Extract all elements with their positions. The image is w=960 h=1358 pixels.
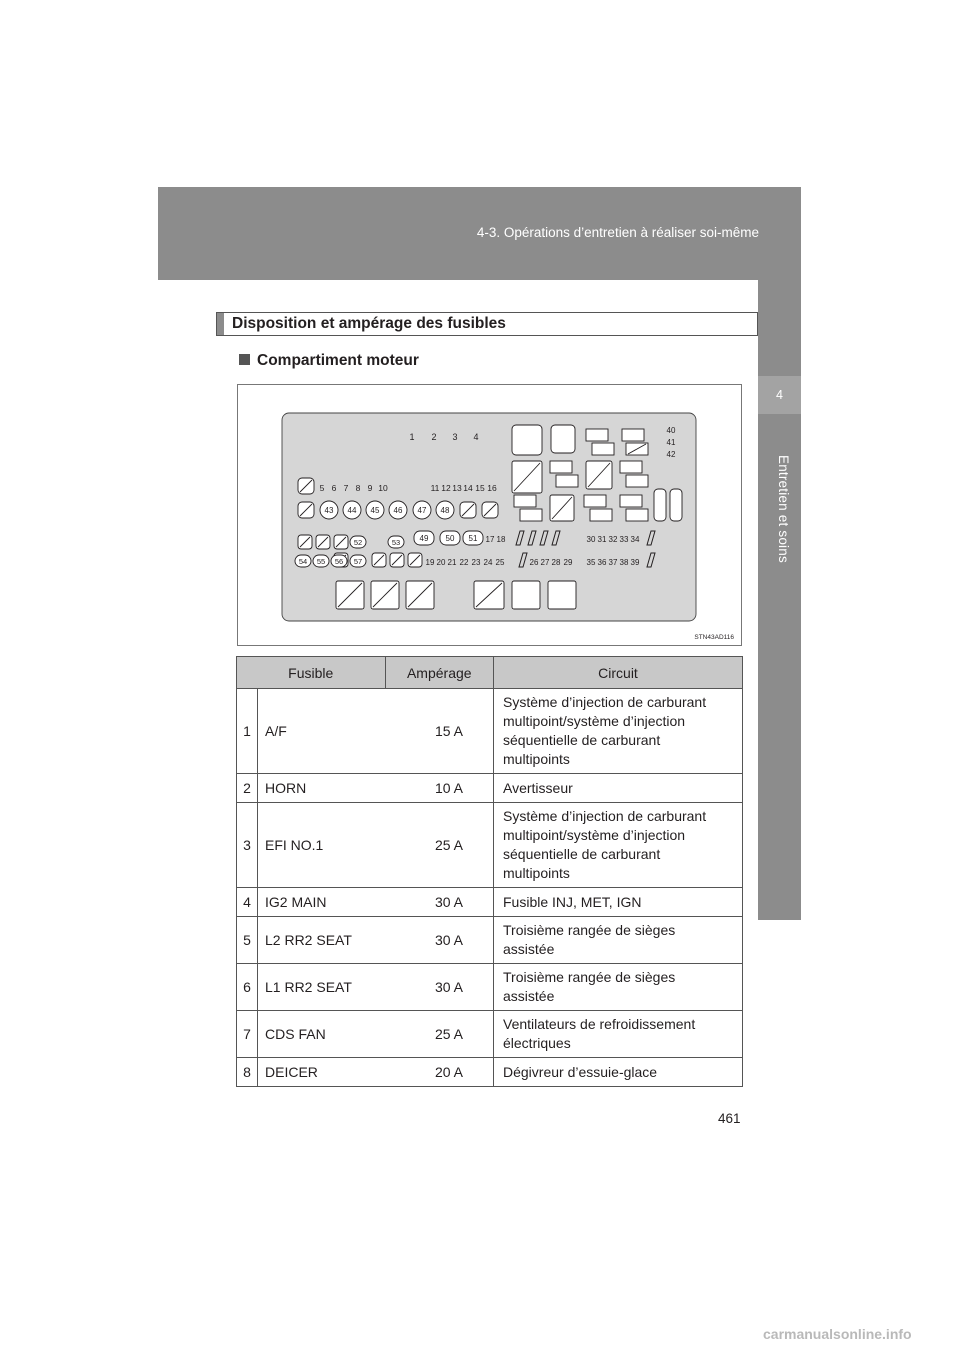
fuse-circuit: Fusible INJ, MET, IGN bbox=[494, 888, 743, 917]
fuse-circuit: Système d’injection de carburant multipoint/système d’injection séquentielle de carburant multipoints bbox=[494, 689, 743, 774]
fuse-circuit: Avertisseur bbox=[494, 774, 743, 803]
fuse-label-10: 10 bbox=[378, 483, 388, 493]
fuse-label-44: 44 bbox=[347, 506, 357, 515]
fuse-label-31: 31 bbox=[597, 535, 607, 544]
fuse-row-26-29 bbox=[530, 558, 573, 567]
fuse-label-52: 52 bbox=[353, 538, 363, 547]
fuse-label-47: 47 bbox=[417, 506, 427, 515]
fuse-label-14: 14 bbox=[463, 483, 473, 493]
fuse-name: HORN bbox=[258, 774, 386, 803]
fuse-label-4: 4 bbox=[473, 432, 479, 442]
mini-relay bbox=[622, 429, 644, 441]
fuse-amperage: 20 A bbox=[385, 1058, 494, 1087]
relay-block bbox=[512, 581, 540, 609]
fuse-label-22: 22 bbox=[459, 558, 469, 567]
mini-relay bbox=[550, 461, 572, 473]
fuse-label-15: 15 bbox=[475, 483, 485, 493]
fuse-label-24: 24 bbox=[483, 558, 493, 567]
fuse-label-51: 51 bbox=[468, 534, 478, 543]
fuse-label-12: 12 bbox=[441, 483, 451, 493]
fuse-label-28: 28 bbox=[551, 558, 561, 567]
fuse-label-25: 25 bbox=[495, 558, 505, 567]
table-row bbox=[237, 888, 743, 917]
fuse-amperage: 30 A bbox=[385, 964, 494, 1011]
fuse-amperage: 25 A bbox=[385, 1011, 494, 1058]
table-row bbox=[237, 964, 743, 1011]
mini-relay bbox=[556, 475, 578, 487]
mini-relay bbox=[520, 509, 542, 521]
fuse-amperage: 15 A bbox=[385, 689, 494, 774]
fuse-label-23: 23 bbox=[471, 558, 481, 567]
fuse-label-9: 9 bbox=[367, 483, 373, 493]
fuse-label-30: 30 bbox=[586, 535, 596, 544]
table-header-row bbox=[237, 657, 743, 689]
fuse-number: 4 bbox=[237, 888, 258, 917]
fuse-label-21: 21 bbox=[447, 558, 457, 567]
fuse-label-57: 57 bbox=[353, 557, 363, 566]
fuse-circuit: Ventilateurs de refroidissement électriques bbox=[494, 1011, 743, 1058]
fuse-label-16: 16 bbox=[487, 483, 497, 493]
fuse-label-6: 6 bbox=[331, 483, 337, 493]
fuse-label-48: 48 bbox=[440, 506, 450, 515]
fuse-label-11: 11 bbox=[430, 483, 440, 493]
fuse-amperage: 10 A bbox=[385, 774, 494, 803]
fuse-number: 8 bbox=[237, 1058, 258, 1087]
fuse-label-19: 19 bbox=[425, 558, 435, 567]
mini-relay bbox=[626, 475, 648, 487]
table-row bbox=[237, 1011, 743, 1058]
chapter-side-tab bbox=[758, 280, 801, 920]
fuse-label-1: 1 bbox=[409, 432, 415, 442]
fuse-name: IG2 MAIN bbox=[258, 888, 386, 917]
fuse-box-svg bbox=[238, 385, 741, 645]
header-circuit: Circuit bbox=[494, 657, 743, 689]
fuse-circuit: Système d’injection de carburant multipoint/système d’injection séquentielle de carburant multipoints bbox=[494, 803, 743, 888]
fuse-label-36: 36 bbox=[597, 558, 607, 567]
fuse-number: 6 bbox=[237, 964, 258, 1011]
fuse-circuit: Dégivreur d’essuie-glace bbox=[494, 1058, 743, 1087]
relay-block bbox=[548, 581, 576, 609]
chapter-label: Entretien et soins bbox=[776, 455, 791, 563]
fuse-label-41: 41 bbox=[666, 438, 676, 447]
relay-block bbox=[512, 425, 542, 455]
fuse-label-26: 26 bbox=[529, 558, 539, 567]
fuse-name: DEICER bbox=[258, 1058, 386, 1087]
table-row bbox=[237, 1058, 743, 1087]
mini-relay bbox=[584, 495, 606, 507]
fuse-label-46: 46 bbox=[393, 506, 403, 515]
fuse-label-7: 7 bbox=[343, 483, 349, 493]
section-heading bbox=[216, 312, 758, 336]
chapter-title: 4-3. Opérations d’entretien à réaliser soi-même bbox=[476, 225, 759, 240]
table-row bbox=[237, 689, 743, 774]
fuse-label-53: 53 bbox=[391, 538, 401, 547]
header-amperage: Ampérage bbox=[385, 657, 494, 689]
fuse-label-8: 8 bbox=[355, 483, 361, 493]
fuse-name: A/F bbox=[258, 689, 386, 774]
fuse-label-13: 13 bbox=[452, 483, 462, 493]
fuse-row-49-51 bbox=[414, 531, 483, 545]
fuse-label-27: 27 bbox=[540, 558, 550, 567]
subsection-title: Compartiment moteur bbox=[257, 352, 419, 369]
fuse-row-30-34 bbox=[587, 535, 640, 544]
fuse-pair-17-18 bbox=[486, 535, 506, 544]
fuse-name: L2 RR2 SEAT bbox=[258, 917, 386, 964]
fuse-number: 2 bbox=[237, 774, 258, 803]
table-row bbox=[237, 803, 743, 888]
fuse-circuit: Troisième rangée de sièges assistée bbox=[494, 917, 743, 964]
mini-relay bbox=[592, 443, 614, 455]
fuse-name: L1 RR2 SEAT bbox=[258, 964, 386, 1011]
section-title: Disposition et ampérage des fusibles bbox=[232, 315, 506, 332]
fuse-label-33: 33 bbox=[619, 535, 629, 544]
fuse-label-32: 32 bbox=[608, 535, 618, 544]
fuse-label-29: 29 bbox=[563, 558, 573, 567]
fuse-label-17: 17 bbox=[485, 535, 495, 544]
fuse-label-50: 50 bbox=[445, 534, 455, 543]
mini-relay bbox=[514, 495, 536, 507]
page-number: 461 bbox=[718, 1111, 741, 1126]
fuse-column-40-42 bbox=[667, 426, 676, 459]
header-fuse: Fusible bbox=[237, 657, 386, 689]
fuse-circuit: Troisième rangée de sièges assistée bbox=[494, 964, 743, 1011]
fuse-label-37: 37 bbox=[608, 558, 618, 567]
diagram-code: STN43AD116 bbox=[694, 634, 734, 641]
fuse-number: 5 bbox=[237, 917, 258, 964]
mini-relay bbox=[590, 509, 612, 521]
fuse-label-35: 35 bbox=[586, 558, 596, 567]
mini-relay bbox=[620, 461, 642, 473]
fuse-row-11-16 bbox=[431, 483, 497, 493]
watermark: carmanualsonline.info bbox=[763, 1326, 912, 1342]
fuse-amperage: 25 A bbox=[385, 803, 494, 888]
table-row bbox=[237, 774, 743, 803]
square-bullet-icon bbox=[239, 354, 250, 365]
mini-relay bbox=[626, 509, 648, 521]
fuse-box-diagram bbox=[237, 384, 742, 646]
header-band bbox=[158, 187, 801, 280]
fuse-label-3: 3 bbox=[452, 432, 458, 442]
fuse-number: 3 bbox=[237, 803, 258, 888]
fuse-number: 1 bbox=[237, 689, 258, 774]
fuse-label-5: 5 bbox=[319, 483, 325, 493]
fuse-label-39: 39 bbox=[630, 558, 640, 567]
fuse-label-34: 34 bbox=[630, 535, 640, 544]
fuse-amperage: 30 A bbox=[385, 888, 494, 917]
fuse-name: EFI NO.1 bbox=[258, 803, 386, 888]
fuse-label-2: 2 bbox=[431, 432, 437, 442]
fuse-label-54: 54 bbox=[298, 557, 308, 566]
relay-block bbox=[551, 425, 575, 453]
fuse-housing bbox=[670, 489, 682, 521]
fuse-label-18: 18 bbox=[496, 535, 506, 544]
fuse-name: CDS FAN bbox=[258, 1011, 386, 1058]
fuse-label-56: 56 bbox=[334, 557, 344, 566]
section-heading-bar bbox=[217, 313, 224, 335]
mini-relay bbox=[620, 495, 642, 507]
table-row bbox=[237, 917, 743, 964]
fuse-number: 7 bbox=[237, 1011, 258, 1058]
fuse-label-42: 42 bbox=[666, 450, 676, 459]
fuse-row-35-39 bbox=[587, 558, 640, 567]
fuse-label-55: 55 bbox=[316, 557, 326, 566]
fuse-label-43: 43 bbox=[324, 506, 334, 515]
mini-relay bbox=[586, 429, 608, 441]
fuse-label-45: 45 bbox=[370, 506, 380, 515]
subsection-heading bbox=[239, 352, 419, 370]
fuse-table bbox=[236, 656, 743, 1087]
fuse-label-40: 40 bbox=[666, 426, 676, 435]
fuse-label-38: 38 bbox=[619, 558, 629, 567]
fuse-amperage: 30 A bbox=[385, 917, 494, 964]
fuse-label-20: 20 bbox=[436, 558, 446, 567]
fuse-label-49: 49 bbox=[419, 534, 429, 543]
fuse-housing bbox=[654, 489, 666, 521]
chapter-number: 4 bbox=[776, 388, 783, 402]
